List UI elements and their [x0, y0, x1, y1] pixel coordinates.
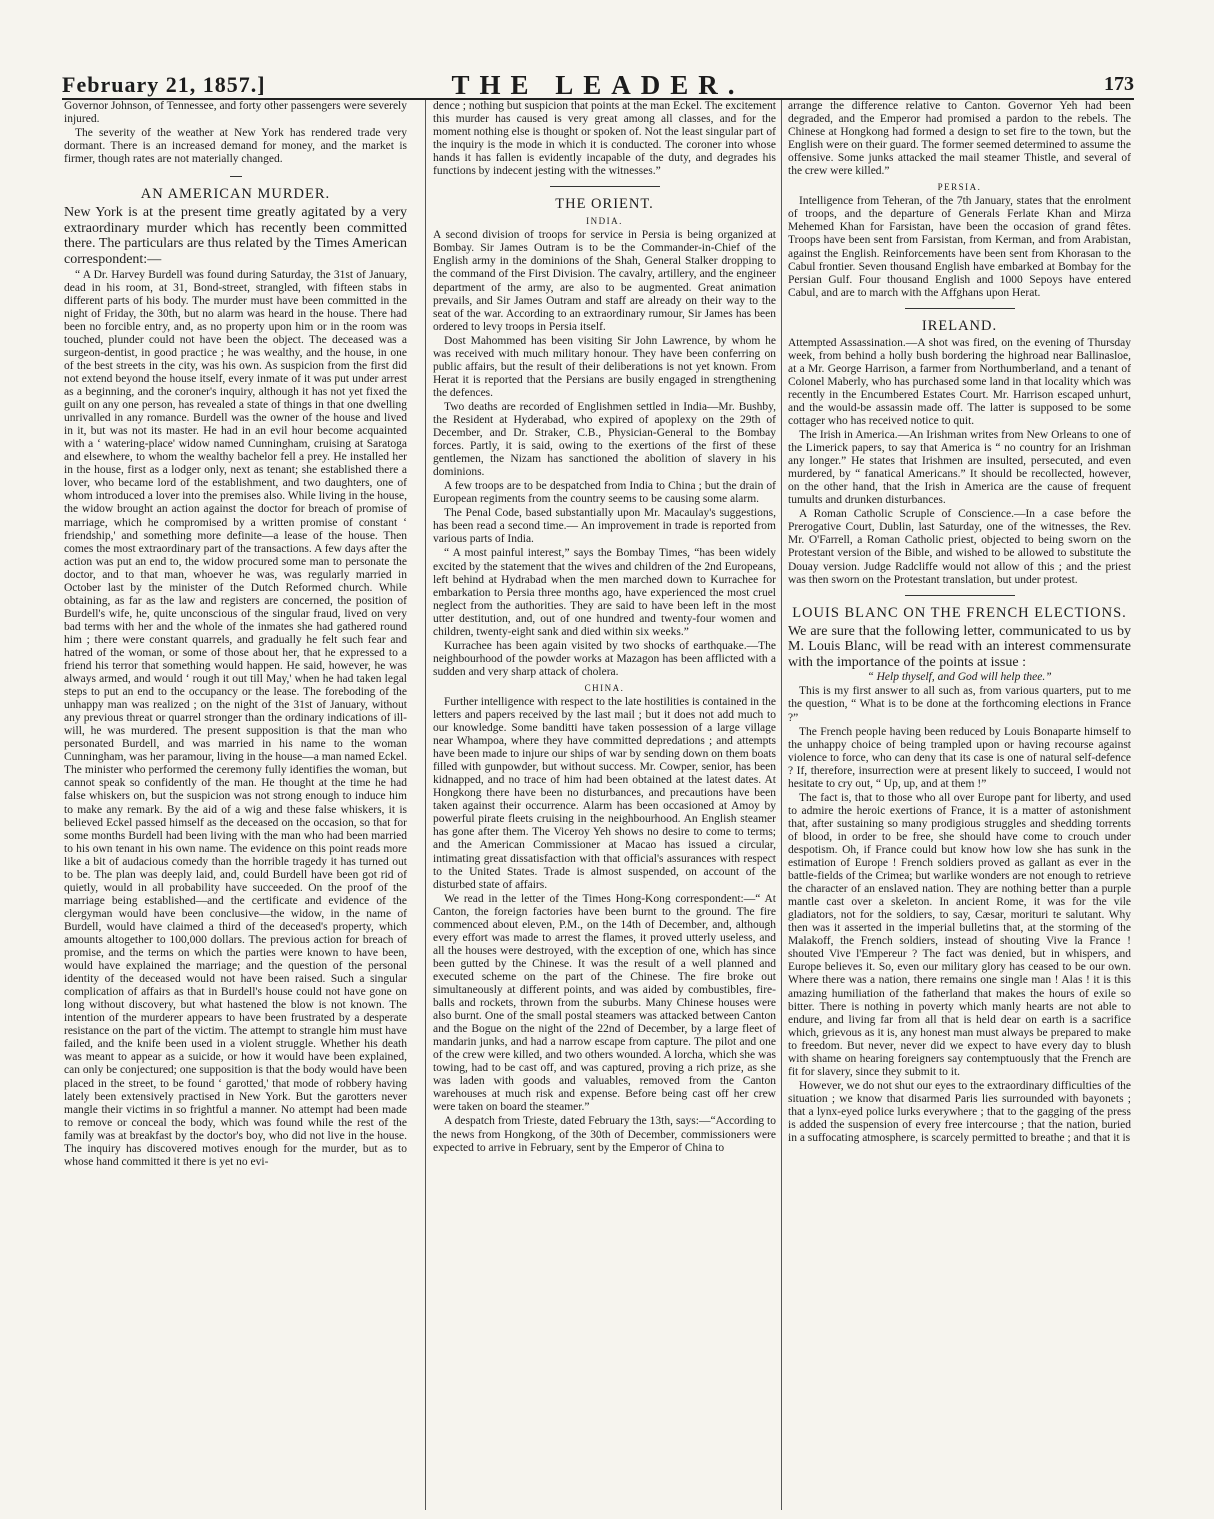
subheading-china: CHINA.: [584, 682, 625, 693]
column-2: [433, 100, 776, 1512]
paragraph: This is my first answer to all such as, from various quarters, put to me the question, “ What is to be done at the forthcoming elections in France ?”: [788, 685, 1131, 724]
subheading-india: INDIA.: [586, 216, 623, 227]
section-heading-american-murder: AN AMERICAN MURDER.: [140, 186, 331, 203]
section-heading-ireland: IRELAND.: [921, 317, 998, 334]
paragraph: dence ; nothing but suspicion that points at the man Eckel. The excitement this murder has caused is very great among all classes, and for the moment nothing else is thought or spoken of. Not the least singular part of the inquiry is the mode in which it is conducted. The coroner into whose hands it has fallen is evidently incapable of the duty, and degrades his functions by indecent jesting with the witnesses.”: [433, 100, 776, 178]
page-number: 173: [1104, 73, 1134, 95]
paragraph: The Penal Code, based substantially upon Mr. Macaulay's suggestions, has been read a second time.— An improvement in trade is reported from various parts of India.: [433, 507, 776, 546]
paragraph: However, we do not shut our eyes to the extraordinary difficulties of the situation ; we know that disarmed Paris lies surrounded with bayonets ; that a lynx-eyed police lurks everywhere ; that to the gagging of the press is added the suspension of every free intercourse ; that the nation, buried in a suffocating atmosphere, is scarcely permitted to breathe ; and that it is: [788, 1079, 1131, 1145]
paragraph: A Roman Catholic Scruple of Conscience.—In a case before the Prerogative Court, Dublin, last Saturday, one of the witnesses, the Rev. Mr. O'Farrell, a Roman Catholic priest, objected to being sworn on the Protestant version of the Bible, and wished to be allowed to substitute the Douay version. Judge Radcliffe would not allow of this ; and the priest was then sworn on the Protestant translation, but under protest.: [788, 508, 1131, 586]
paragraph: A few troops are to be despatched from India to China ; but the drain of European regiments from the country seems to be causing some alarm.: [433, 480, 776, 506]
subheading-persia: PERSIA.: [937, 182, 982, 193]
column-3: [788, 100, 1131, 1512]
paragraph: The severity of the weather at New York has rendered trade very dormant. There is an increased demand for money, and the market is firmer, though rates are not materially changed.: [64, 127, 407, 166]
column-rule: [425, 100, 426, 1510]
lead-paragraph: We are sure that the following letter, communicated to us by M. Louis Blanc, will be read with an interest commensurate with the importance of the points at issue :: [788, 623, 1131, 670]
paragraph: Two deaths are recorded of Englishmen settled in India—Mr. Bushby, the Resident at Hyderabad, who expired of apoplexy on the 29th of December, and Dr. Straker, C.B., Physician-General to the Bombay forces. Partly, it is said, owing to the exertions of the first of these gentlemen, the Nizam has sanctioned the abolition of slavery in his dominions.: [433, 400, 776, 479]
paragraph: Governor Johnson, of Tennessee, and forty other passengers were severely injured.: [64, 100, 407, 126]
issue-date: February 21, 1857.]: [62, 72, 266, 97]
section-divider: [550, 186, 660, 187]
paragraph: arrange the difference relative to Canton. Governor Yeh had been degraded, and the Emperor had promised a pardon to the rebels. The Chinese at Hongkong had formed a design to set fire to the town, but the English were on their guard. The former seemed determined to assume the offensive. Some junks attacked the mail steamer Thistle, and several of the crew were killed.”: [788, 100, 1131, 178]
column-rule: [781, 100, 782, 1510]
paragraph: Attempted Assassination.—A shot was fired, on the evening of Thursday week, from behind a holly bush bordering the highroad near Ballinasloe, at a Mr. George Harrison, a farmer from Northumberland, and a tenant of Colonel Maberly, who has purchased some land in that locality which was recently in the Encumbered Estates Court. Mr. Harrison escaped unhurt, and the would-be assassin made off. The latter is supposed to be some cottager who has received notice to quit.: [788, 336, 1131, 427]
paragraph: A despatch from Trieste, dated February the 13th, says:—“According to the news from Hongkong, of the 30th of December, commissioners were expected to arrive in February, sent by the Emperor of China to: [433, 1115, 776, 1154]
paragraph: The fact is, that to those who all over Europe pant for liberty, and used to admire the heroic exertions of France, it is a matter of astonishment that, after sustaining so many prodigious struggles and shedding torrents of blood, in order to be free, she should have come to crouch under despotism. Oh, if France could but know how low she has sunk in the estimation of Europe ! French soldiers proved as gallant as ever in the battle-fields of the Crimea; but warlike wonders are not enough to retrieve the character of an enslaved nation. They are nothing better than a purple mantle cast over a skeleton. In ancient Rome, it was for the vile gladiators, not for the soldiers, to say, Cæsar, morituri te salutant. Why then was it asserted in the imperial bulletins that, at the storming of the Malakoff, the French soldiers, instead of shouting Vive la France ! shouted Vive l'Empereur ? The fact was denied, but in whispers, and Europe believes it. So, even our military glory has ceased to be our own. Where there was a nation, there remains one single man ! Alas ! it is this amazing humiliation of the fatherland that makes the hours of exile so bitter. There is nothing in poverty which manly hearts are not able to endure, and living far from all that is held dear on earth is a sacrifice which, grievous as it is, any honest man must always be prepared to make to freedom. But never, never did we expect to have every day to blush with shame on hearing foreigners say contemptuously that the French are fit for slavery, since they submit to it.: [788, 791, 1131, 1078]
masthead: [62, 70, 1134, 100]
paragraph: We read in the letter of the Times Hong-Kong correspondent:—“ At Canton, the foreign factories have been burnt to the ground. The fire commenced about eleven, P.M., on the 14th of December, and, although every effort was made to arrest the flames, it proved utterly useless, and all the houses were destroyed, with the exception of one, which has since been gutted by the Chinese. It was the result of a well planned and executed scheme on the part of the Chinese. The fire broke out simultaneously at different points, and was aided by combustibles, fire-balls and rockets, thrown from the suburbs. Many Chinese houses were also burnt. One of the small postal steamers was attacked between Canton and the Bogue on the night of the 22nd of December, by a large fleet of mandarin junks, and had a narrow escape from capture. The pilot and one of the crew were killed, and two others wounded. A lorcha, which she was towing, had to be cast off, and was captured, proving a rich prize, as she was laden with goods and valuables, removed from the Canton warehouses at much risk and expense. Before being cast off her crew were taken on board the steamer.”: [433, 892, 776, 1114]
paragraph: “ A Dr. Harvey Burdell was found during Saturday, the 31st of January, dead in his room, at 31, Bond-street, strangled, with fifteen stabs in different parts of his body. The murder must have been committed in the night of Friday, the 30th, but no alarm was heard in the house. There had been no forcible entry, and, as no property upon him or in the room was touched, plunder could not have been the object. The deceased was a surgeon-dentist, in good practice ; he was wealthy, and the house, in one of the best streets in the city, was his own. As suspicion from the first did not extend beyond the house itself, every inmate of it was put under arrest as a beginning, and the coroner's inquiry, although it has not yet fixed the guilt on any one person, has revealed a state of things in that one dwelling unrivalled in any romance. Burdell was the owner of the house and lived in it, but was not its master. He had in an evil hour become acquainted with a ‘ watering-place' widow named Cunningham, cruising at Saratoga and elsewhere, to whom the wealthy bachelor fell a prey. He installed her in the house, first as a lodger only, next as tenant; she established there a lover, who became lord of the establishment, and two daughters, one of whom introduced a lover into the premises also. While living in the house, the widow brought an action against the doctor for breach of promise of marriage, which he compromised by a written promise of constant ‘ friendship,' and something more definite—a lease of the house. Then comes the most extraordinary part of the transactions. A few days after the action was put an end to, the widow procured some man to personate the doctor, and to that man, whoever he was, was regularly married in October last by the minister of the Dutch Reformed church. While obtaining, as far as the law and registers are concerned, the position of Burdell's wife, he, quite unconscious of the singular fraud, lived on very bad terms with her and the whole of the inmates she had gathered round him ; there were constant quarrels, and gradually he felt such fear and hatred of the woman, or some of those about her, that he expressed to a friend his terror that something would happen. He said, however, he was always armed, and would ‘ rough it out till May,' when he had taken legal steps to put an end to the occupancy or the lease. The foreboding of the unhappy man was realized ; on the night of the 31st of January, without any previous threat or quarrel stronger than the ordinary indications of ill-will, he was murdered. The present supposition is that the man who personated Burdell, and was married in his name to the woman Cunningham, was her paramour, living in the house—a man named Eckel. The minister who performed the ceremony fully identifies the woman, but cannot speak so confidently of the man. He thought at the time he had false whiskers on, but the suspicion was not strong enough to induce him to make any remark. By the aid of a wig and these false whiskers, it is believed Eckel passed himself as the deceased on the occasion, so that for some months Burdell had been living with the man who had been married to his own tenant in his own name. The evidence on this point reads more like a bit of audacious comedy than the horrible tragedy it has turned out to be. The plan was deeply laid, and, could Burdell have been got rid of quietly, would in all probability have succeeded. On the proof of the marriage being established—and the certificate and evidence of the clergyman would have been conclusive—the widow, in the name of Burdell, would have claimed a third of the deceased's property, which amounts altogether to 100,000 dollars. The previous action for breach of promise, and the terms on which the parties were known to have been, would have explained the marriage; and the question of the personal identity of the deceased would not have been raised. Such a singular complication of affairs as that in Burdell's house could not have gone on long without discovery, but what hastened the blow is not known. The intention of the murderer appears to have been frustrated by a desperate resistance on the part of the victim. The attempt to strangle him must have failed, and the knife been used in a violent struggle. Whether his death was meant to appear as a suicide, or how it would have been explained, can only be conjectured; one supposition is that the body would have been placed in the street, to be found ‘ garotted,' that mode of robbery having lately been extensively practised in New York. But the garotters never mangle their victims in so frightful a manner. No attempt had been made to remove or conceal the body, which was found while the rest of the family was at breakfast by the doctor's boy, who did not live in the house. The inquiry has discovered motives enough for the murder, but as to whose hand committed it there is yet no evi-: [64, 268, 407, 1168]
paragraph: Further intelligence with respect to the late hostilities is contained in the letters and papers received by the last mail ; but it does not add much to our knowledge. Some banditti have taken possession of a large village near Whampoa, where they have committed depredations ; and attempts have been made to injure our ships of war by sending down on them boats filled with gunpowder, but without success. Mr. Cowper, senior, has been kidnapped, and no trace of him had been obtained at the latest dates. At Hongkong there have been no disturbances, and precautions have been taken against their occurrence. Alarm has been occasioned at Amoy by powerful pirate fleets cruising in the neighbourhood. An English steamer has gone after them. The Viceroy Yeh shows no desire to come to terms; and the American Commissioner at Macao has issued a circular, intimating great dissatisfaction with that official's assurances with respect to the United States. Trade is almost suspended, on account of the disturbed state of affairs.: [433, 695, 776, 891]
paragraph: The French people having been reduced by Louis Bonaparte himself to the unhappy choice of being trampled upon or having recourse against violence to force, who can deny that its case is one of natural self-defence ? If, therefore, insurrection were at present likely to succeed, I would not hesitate to cry out, “ Up, up, and at them !”: [788, 725, 1131, 790]
section-divider: [230, 176, 242, 177]
paragraph: Kurrachee has been again visited by two shocks of earthquake.—The neighbourhood of the powder works at Mazagon has been afflicted with a sudden and very sharp attack of cholera.: [433, 639, 776, 678]
section-heading-louis-blanc: LOUIS BLANC ON THE FRENCH ELECTIONS.: [792, 604, 1127, 621]
newspaper-title: THE LEADER.: [451, 70, 745, 100]
motto: “ Help thyself, and God will help thee.”: [867, 671, 1052, 684]
section-divider: [905, 308, 1015, 309]
column-1: [64, 100, 407, 1512]
paragraph: “ A most painful interest,” says the Bombay Times, “has been widely excited by the statement that the wives and children of the 2nd Europeans, left behind at Hydrabad when the men marched down to Kurrachee for embarkation to Persia three months ago, have experienced the most cruel neglect from the authorities. They are said to have been left in the most utter destitution, and, out of one hundred and twenty-four women and children, twenty-eight sank and died within six weeks.”: [433, 547, 776, 638]
paragraph: Dost Mahommed has been visiting Sir John Lawrence, by whom he was received with much military honour. They have been conferring on public affairs, but the result of their deliberations is not yet known. From Herat it is reported that the Persians are busily engaged in strengthening the defences.: [433, 334, 776, 399]
paragraph: A second division of troops for service in Persia is being organized at Bombay. Sir James Outram is to be the Commander-in-Chief of the English army in the dominions of the Shah, General Stalker dropping to the command of the First Division. The cavalry, artillery, and the engineer department of the army, are also to be augmented. Great animation prevails, and Sir James Outram and staff are already on their way to the seat of the war. According to an extraordinary rumour, Sir James has been ordered to levy troops in Persia itself.: [433, 229, 776, 333]
paragraph: Intelligence from Teheran, of the 7th January, states that the enrolment of troops, and the departure of Generals Ferlate Khan and Mirza Mehemed Khan for Farsistan, have been the occasion of grand fêtes. Troops have been sent from Farsistan, from Kerman, and from Arabistan, against the English. Reinforcements have been sent from Khorasan to the Cabul frontier. Seven thousand English have embarked at Bombay for the Persian Gulf. Four thousand English and 1000 Sepoys have entered Cabul, and are to march with the Affghans upon Herat.: [788, 195, 1131, 299]
paragraph: The Irish in America.—An Irishman writes from New Orleans to one of the Limerick papers, to say that America is “ no country for an Irishman any longer.” He states that Irishmen are insulted, persecuted, and even murdered, by “ fanatical Americans.” It should be recollected, however, on the other hand, that the Irish in America are the cause of frequent tumults and drunken disturbances.: [788, 429, 1131, 507]
lead-paragraph: New York is at the present time greatly agitated by a very extraordinary murder which has recently been committed there. The particulars are thus related by the Times American correspondent:—: [64, 205, 407, 268]
section-heading-the-orient: THE ORIENT.: [555, 196, 654, 213]
section-divider: [905, 595, 1015, 596]
